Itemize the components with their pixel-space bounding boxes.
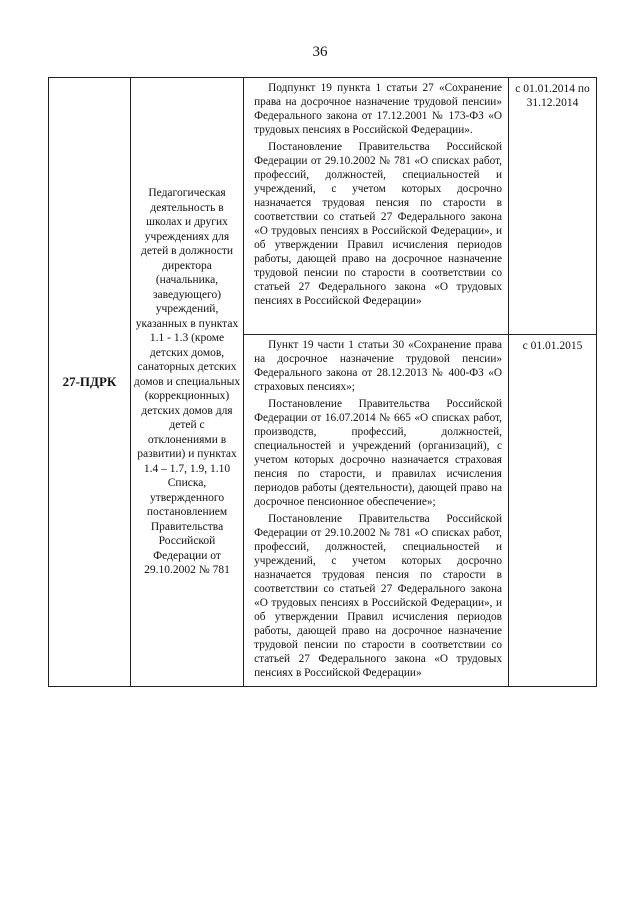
legal-basis-paragraph: Постановление Правительства Российской Федерации от 29.10.2002 № 781 «О списках работ, профессий, должностей, специальностей и учреждений, с учетом которых досрочно назначается трудовая пенсия по старости в соответствии со статьей 27 Федерального закона «О трудовых пенсиях в Российской Федерации», и об утверждении Правил исчисления периодов работы, дающей право на досрочное назначение трудовой пенсии по старости в соответствии со статьей 27 Федерального закона «О трудовых пенсиях в Российской Федерации»: [254, 141, 503, 307]
activity-code-cell: 27-ПДРК: [49, 78, 131, 687]
activity-description-cell: Педагогическая деятельность в школах и других учреждениях для детей в должности директора (начальника, заведующего) учреждений, указанных в пунктах 1.1 - 1.3 (кроме детских домов, санаторных детских домов и специальных (коррекционных) детских домов для детей с отклонениями в развитии) и пунктах 1.4 – 1.7, 1.9, 1.10 Списка, утвержденного постановлением Правительства Российской Федерации от 29.10.2002 № 781: [130, 78, 243, 687]
period-date-cell: с 01.01.2015: [509, 335, 597, 687]
period-date-cell: с 01.01.2014 по 31.12.2014: [509, 78, 597, 335]
legal-basis-paragraph: Постановление Правительства Российской Федерации от 16.07.2014 № 665 «О списках работ, производств, профессий, должностей, специальностей и учреждений (организаций), с учетом которых досрочно назначается страховая пенсия по старости, и правилах исчисления периодов работы (деятельности), дающей право на досрочное пенсионное обеспечение»;: [254, 398, 503, 508]
legal-basis-paragraph: Постановление Правительства Российской Федерации от 29.10.2002 № 781 «О списках работ, профессий, должностей, специальностей и учреждений, с учетом которых досрочно назначается трудовая пенсия по старости в соответствии со статьей 27 Федерального закона «О трудовых пенсиях в Российской Федерации», и об утверждении Правил исчисления периодов работы, дающей право на досрочное назначение трудовой пенсии по старости в соответствии со статьей 27 Федерального закона «О трудовых пенсиях в Российской Федерации»: [254, 513, 503, 679]
legal-basis-paragraph: Подпункт 19 пункта 1 статьи 27 «Сохранение права на досрочное назначение трудовой пенсии» Федерального закона от 17.12.2001 № 173-ФЗ «О трудовых пенсиях в Российской Федерации».: [254, 82, 503, 136]
pension-basis-table: [48, 77, 597, 687]
legal-basis-paragraph: Пункт 19 части 1 статьи 30 «Сохранение права на досрочное назначение трудовой пенсии» Федерального закона от 28.12.2013 № 400-ФЗ «О страховых пенсиях»;: [254, 339, 503, 393]
legal-basis-cell: [244, 335, 509, 687]
page-number: 36: [312, 44, 328, 60]
table-row: [49, 78, 597, 335]
legal-basis-cell: [244, 78, 509, 335]
